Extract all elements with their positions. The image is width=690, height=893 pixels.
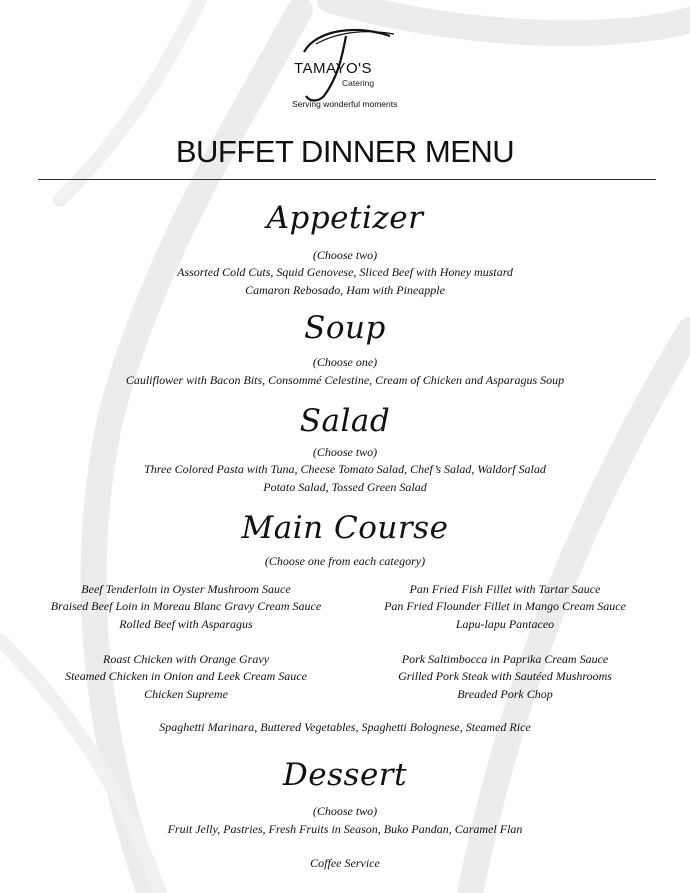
- beef-item: Rolled Beef with Asparagus: [119, 617, 253, 631]
- coffee-service: Coffee Service: [310, 856, 380, 870]
- salad-note: (Choose two): [312, 445, 378, 459]
- soup-heading: Soup: [304, 310, 386, 346]
- fish-item: Pan Fried Fish Fillet with Tartar Sauce: [409, 582, 601, 596]
- brand-tagline: Serving wonderful moments: [292, 99, 398, 109]
- main-course-heading: Main Course: [241, 510, 449, 546]
- appetizer-line: Assorted Cold Cuts, Squid Genovese, Sliced Beef with Honey mustard: [177, 265, 513, 279]
- salad-heading: Salad: [299, 403, 391, 439]
- brand-name: TAMAYO'S: [294, 60, 372, 77]
- beef-item: Braised Beef Loin in Moreau Blanc Gravy Cream Sauce: [50, 599, 322, 613]
- fish-item: Lapu-lapu Pantaceo: [455, 617, 555, 631]
- pork-item: Pork Saltimbocca in Paprika Cream Sauce: [401, 652, 609, 666]
- appetizer-note: (Choose two): [312, 248, 378, 262]
- appetizer-line: Camaron Rebosado, Ham with Pineapple: [245, 283, 445, 297]
- title-divider: [38, 179, 656, 180]
- salad-line: Potato Salad, Tossed Green Salad: [263, 480, 427, 494]
- dessert-heading: Dessert: [282, 757, 408, 793]
- chicken-item: Chicken Supreme: [144, 687, 228, 701]
- brand-sub: Catering: [342, 78, 375, 88]
- dessert-note: (Choose two): [312, 804, 378, 818]
- chicken-item: Steamed Chicken in Onion and Leek Cream Sauce: [65, 669, 307, 683]
- dessert-line: Fruit Jelly, Pastries, Fresh Fruits in Season, Buko Pandan, Caramel Flan: [167, 822, 523, 836]
- soup-note: (Choose one): [312, 355, 378, 369]
- page-title: BUFFET DINNER MENU: [175, 134, 515, 169]
- main-course-note: (Choose one from each category): [264, 554, 426, 568]
- soup-line: Cauliflower with Bacon Bits, Consommé Celestine, Cream of Chicken and Asparagus Soup: [125, 373, 565, 387]
- pork-item: Breaded Pork Chop: [457, 687, 553, 701]
- beef-item: Beef Tenderloin in Oyster Mushroom Sauce: [81, 582, 291, 596]
- fish-item: Pan Fried Flounder Fillet in Mango Cream Sauce: [384, 599, 626, 613]
- salad-line: Three Colored Pasta with Tuna, Cheese Tomato Salad, Chef’s Salad, Waldorf Salad: [144, 462, 546, 476]
- main-course-sides: Spaghetti Marinara, Buttered Vegetables, Spaghetti Bolognese, Steamed Rice: [159, 720, 531, 734]
- pork-item: Grilled Pork Steak with Sautéed Mushrooms: [398, 669, 612, 683]
- appetizer-heading: Appetizer: [266, 200, 424, 236]
- chicken-item: Roast Chicken with Orange Gravy: [103, 652, 269, 666]
